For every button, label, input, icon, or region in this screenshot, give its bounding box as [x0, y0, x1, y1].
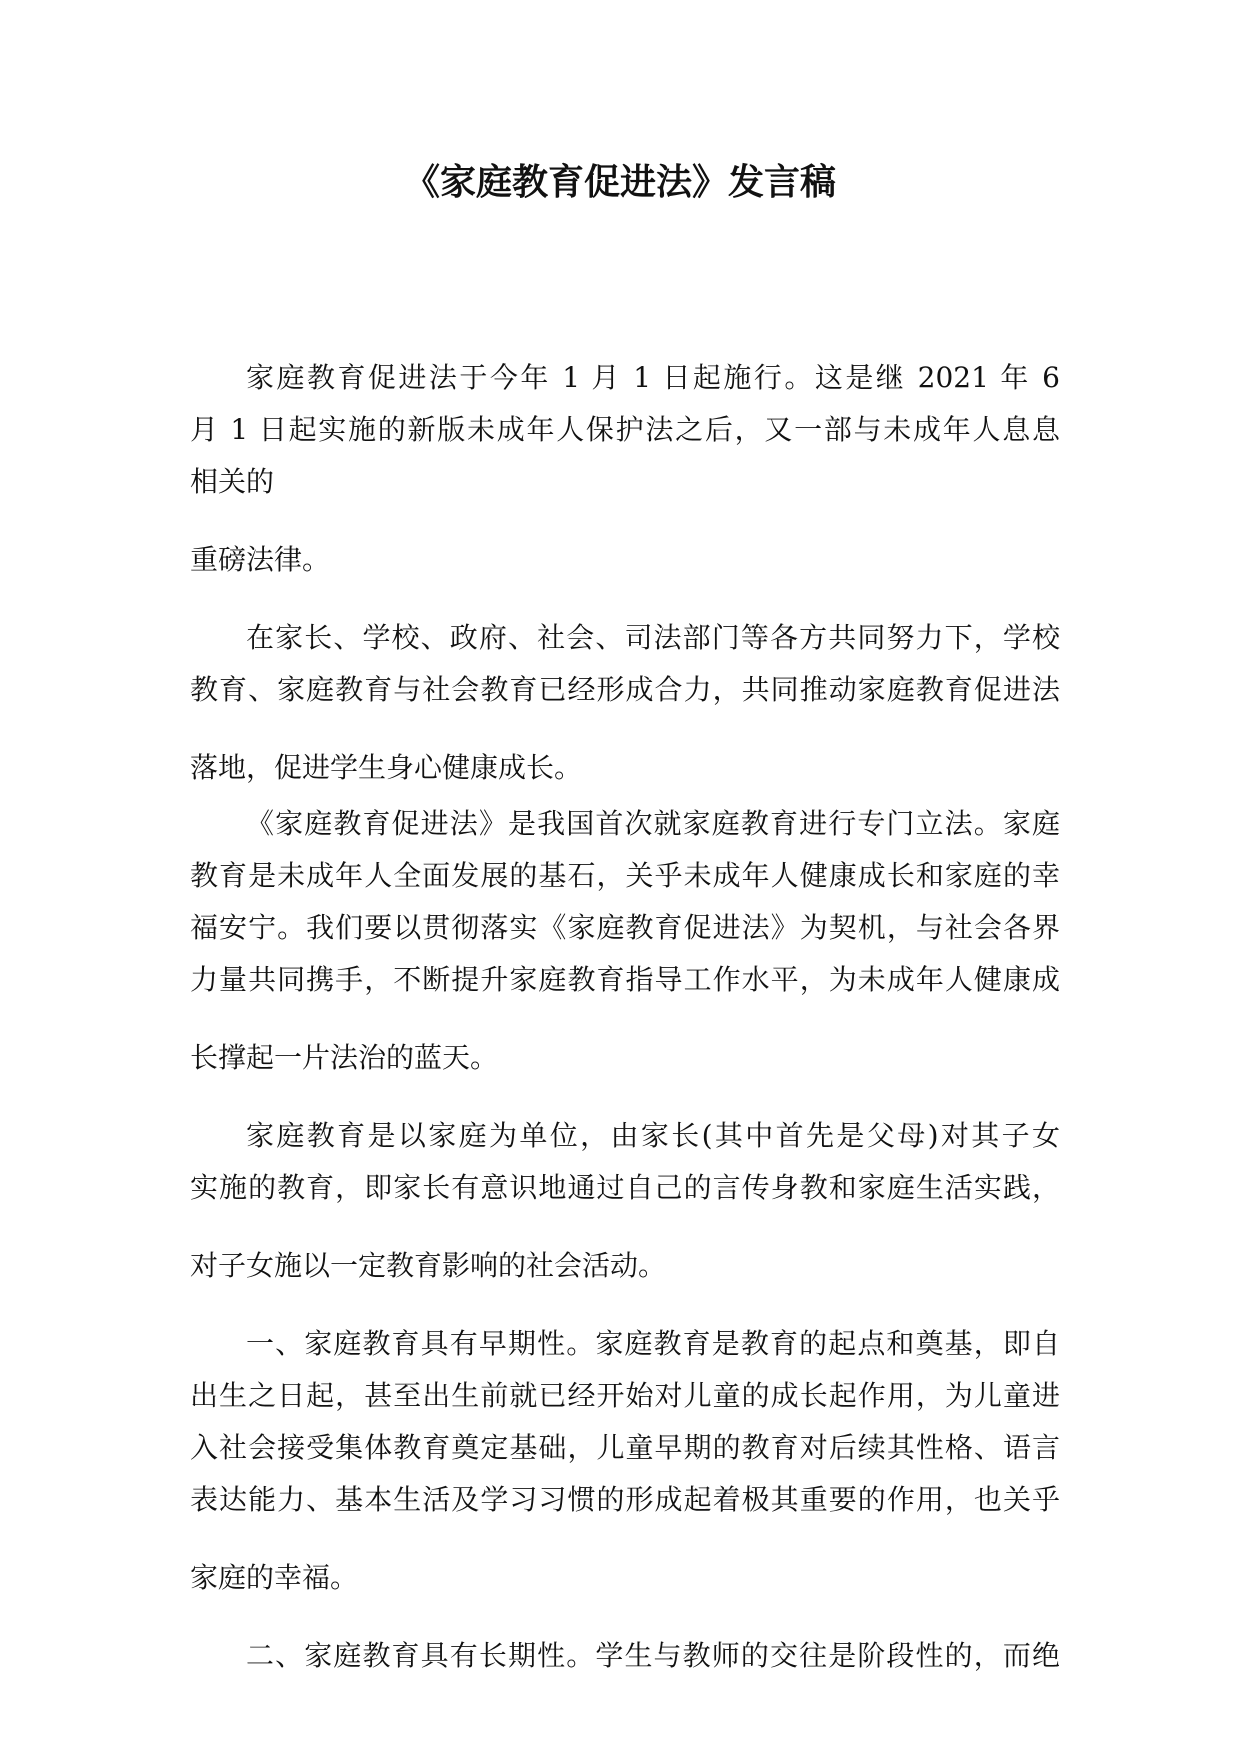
text-line: 教育是未成年人全面发展的基石，关乎未成年人健康成长和家庭的幸 [190, 859, 1060, 892]
text-line: 一、家庭教育具有早期性。家庭教育是教育的起点和奠基，即自 [246, 1327, 1060, 1360]
text-line: 月 1 日起实施的新版未成年人保护法之后，又一部与未成年人息息 [190, 413, 1060, 446]
text-line: 二、家庭教育具有长期性。学生与教师的交往是阶段性的，而绝 [246, 1639, 1060, 1672]
text-line: 力量共同携手，不断提升家庭教育指导工作水平，为未成年人健康成 [190, 963, 1060, 996]
text-line: 表达能力、基本生活及学习习惯的形成起着极其重要的作用，也关乎 [190, 1483, 1060, 1516]
text-line: 对子女施以一定教育影响的社会活动。 [190, 1249, 667, 1282]
text-line: 相关的 [190, 465, 275, 498]
text-line: 重磅法律。 [190, 543, 331, 576]
text-line: 福安宁。我们要以贯彻落实《家庭教育促进法》为契机，与社会各界 [190, 911, 1060, 944]
text-line: 出生之日起，甚至出生前就已经开始对儿童的成长起作用，为儿童进 [190, 1379, 1060, 1412]
text-line: 家庭的幸福。 [190, 1561, 359, 1594]
text-line: 《家庭教育促进法》是我国首次就家庭教育进行专门立法。家庭 [246, 807, 1060, 840]
text-line: 教育、家庭教育与社会教育已经形成合力，共同推动家庭教育促进法 [190, 673, 1060, 706]
document-title: 《家庭教育促进法》发言稿 [403, 161, 836, 203]
text-line: 落地，促进学生身心健康成长。 [190, 751, 583, 784]
text-line: 实施的教育，即家长有意识地通过自己的言传身教和家庭生活实践， [190, 1171, 1060, 1204]
text-line: 长撑起一片法治的蓝天。 [190, 1041, 499, 1074]
text-line: 家庭教育促进法于今年 1 月 1 日起施行。这是继 2021 年 6 [246, 361, 1060, 394]
text-line: 入社会接受集体教育奠定基础，儿童早期的教育对后续其性格、语言 [190, 1431, 1060, 1464]
text-line: 在家长、学校、政府、社会、司法部门等各方共同努力下，学校 [246, 621, 1060, 654]
text-line: 家庭教育是以家庭为单位，由家长(其中首先是父母)对其子女 [246, 1119, 1060, 1152]
